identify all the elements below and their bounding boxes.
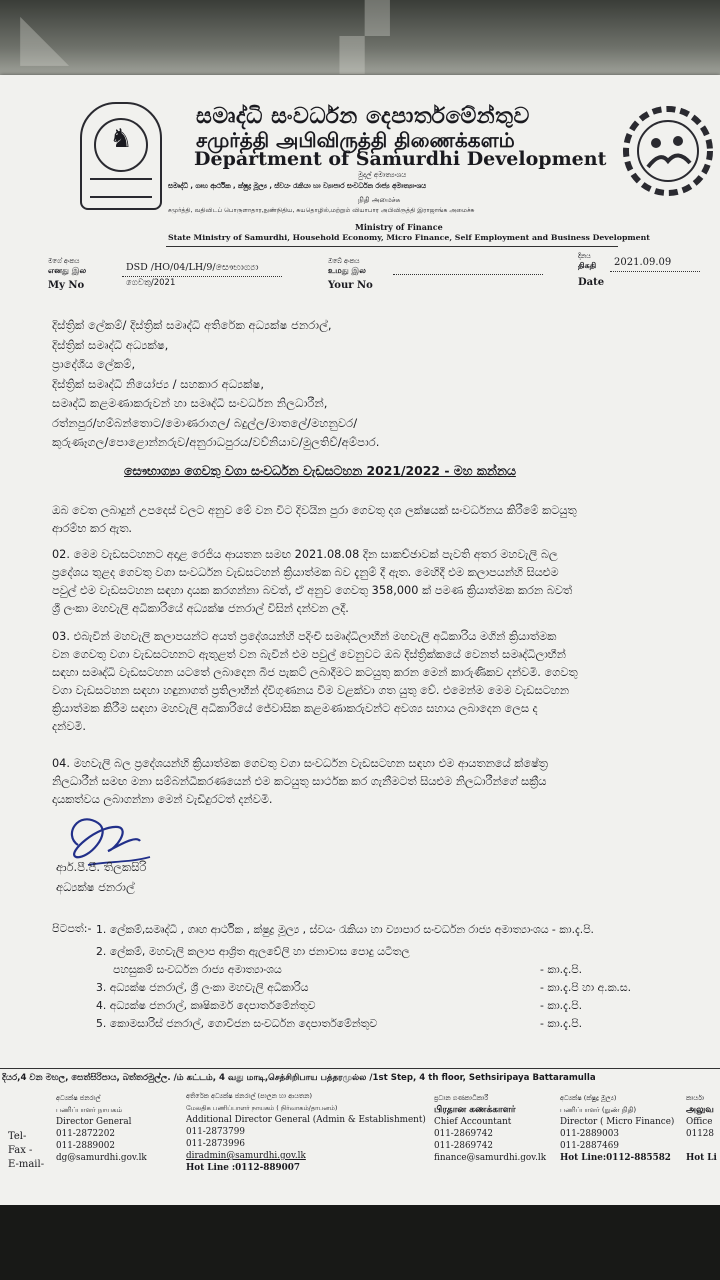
paragraph-2: 02. මෙම වැඩසටහනට අදාළ රෙජිය ආයතන සමඟ 2021.08.08 දින සාකච්ඡාවක් පැවති අතර මහවැලි බල ප්‍රදේශය තුළද ගෙවතු වගා සංවර්ධන වැඩසටහන් ක්‍රියාත්මක බව දැනුම් දී ඇත. මෙහිදී එම කලාපයන්හි සියළුම පවුල් එම වැඩසටහන සඳහා දායක කරගන්නා බවත්, ඒ අනුව ගෙවතු 358,000 ක් පමණ ක්‍රියාත්මක කරන බවත් ශ්‍රී ලංකා මහවැලි අධිකාරියේ අධ්‍යක්ෂ ජනරාල් විසින් දන්වන ලදී. <box>52 548 573 615</box>
date-label-ta: திகதி <box>578 261 597 270</box>
my-no-value-line2: ගෙවතු/2021 <box>126 278 176 288</box>
state-ministry-tamil: சமுர்த்தி, வதிவிடப் பொருளாதார,நுண்நிதிய, சுயதொழில்,மற்றும் வியாபார அபிவிருத்தி இராஜாங்க அமைச்சு <box>168 207 475 214</box>
signatory-title: අධ්‍යක්ෂ ජනරාල් <box>56 880 135 894</box>
cc-item: පහසුකම් සංවර්ධන රාජ්‍ය අමාත්‍යාංශය <box>113 963 282 976</box>
my-no-value: DSD /HO/04/LH/9/සෞභාග්‍යා <box>126 262 259 273</box>
footer-address: දියර,4 වන මහල, සෙත්සිරිපාය, බත්තරමුල්ල. /ம் கட்டம், 4 வது மாடி,செத்சிறிபாய பத்தரமுல்ல /1st Step, 4 th floor, Sethsiripaya Battaramulla <box>2 1073 596 1083</box>
footer-col-director-microfinance: අධ්‍යක්ෂ (ක්ෂුද්‍ර මූල්‍ය) பணிப்பாளர் (நுண் நிதி) Director ( Micro Finance) 011-2889003 011-2887469 Hot Line:0112-885582 <box>560 1094 675 1163</box>
paragraph-4: 04. මහවැලි බල ප්‍රදේශයන්හි ක්‍රියාත්මක ගෙවතු වගා සංවර්ධන වැඩසටහන සඳහා එම ආයතනයේ ක්ෂේත්‍ර නිලධාරීන් සමඟ මනා සම්බන්ධීකරණයෙන් එම කටයුතු සාර්ථක කර ගැනීමටත් සියළුම නිලධාරීන්ගේ සක්‍රීය දායකත්වය ලබාගන්නා මෙන් වැඩිදුරටත් දන්වමි. <box>52 757 548 806</box>
footer-divider <box>0 1068 720 1069</box>
ministry-sinhala: මුදල් අමාත්‍යංශය <box>358 171 407 179</box>
ministry-finance-english: Ministry of Finance <box>355 222 443 232</box>
addressee-line: දිස්ත්‍රික් සමෘද්ධි නියෝජ්‍ය / සහකාර අධ්‍යක්ෂ, <box>52 376 265 391</box>
paragraph-1: ඔබ වෙත ලබාදුන් උපදෙස් වලට අනුව මේ වන විට දිවයින පුරා ගෙවතු දශ ලක්ෂයක් සංවර්ධනය කිරීමේ කටයුතු ආරම්භ කර ඇත. <box>52 504 577 535</box>
cc-note: - කා.දැ.පි. <box>540 1017 583 1030</box>
date-value: 2021.09.09 <box>614 257 672 268</box>
my-no-label-ta: எனது இல <box>48 266 87 275</box>
footer-col-additional-dg: අතිරේක අධ්‍යක්ෂ ජනරාල් (පාලන හා ආයතන) மேலதிக பணிப்பாளர் நாயகம் ( நிர்வாகம்/தாபனம்) Additional Director General (Admin & Establishment) 011-2873799 011-2873996 diradmin@samurdhi.gov.lk Hot Line :0112-889007 <box>186 1092 426 1173</box>
cc-item: 3. අධ්‍යක්ෂ ජනරාල්, ශ්‍රී ලංකා මහවැලි අධිකාරිය <box>96 981 309 994</box>
ministry-tamil: நிதி அமைச்சு <box>358 196 401 204</box>
addressee-line: ප්‍රාදේශීය ලේකම්, <box>52 357 136 371</box>
dept-title-tamil: சமுர்த்தி அபிவிருத்தி திணைக்களம் <box>196 128 515 152</box>
footer-col-office: කාර්යා அலுவ Office 01128 Hot Li <box>686 1094 717 1163</box>
cc-item: 5. කොමසාරිස් ජනරාල්, ගොවිජන සංවර්ධන දෙපාර්තමේන්තුව <box>96 1017 378 1030</box>
addressee-line: රත්නපුර/හම්බන්තොට/මොණරාගල/ බදුල්ල/මාතලේ/මහනුවර/ <box>52 415 358 430</box>
signatory-name: ආර්.පී.පී. තිලකසිරි <box>56 860 147 874</box>
samurdhi-logo-icon <box>620 103 716 199</box>
date-label-en: Date <box>578 277 605 288</box>
your-no-value <box>393 274 543 275</box>
your-no-label-en: Your No <box>328 280 373 291</box>
background-top <box>0 0 720 80</box>
cc-note: - කා.දැ.පි හා අ.ක.ස. <box>540 981 632 994</box>
state-ministry-english: State Ministry of Samurdhi, Household Economy, Micro Finance, Self Employment and Business Development <box>168 233 650 242</box>
footer-col-chief-accountant: ප්‍රධාන ගණකාධිකාරී பிரதான கணக்காளர் Chief Accountant 011-2869742 011-2869742 finance@samurdhi.gov.lk <box>434 1094 547 1163</box>
addressee-block <box>52 316 379 453</box>
cc-label: පිටපත්:- <box>52 922 92 935</box>
my-no-label-en: My No <box>48 280 85 291</box>
paragraph-3: 03. එබැවින් මහවැලි කලාපයන්ට අයත් ප්‍රදේශයන්හි පදිංචි සමෘද්ධිලාභීන් මහවැලි අධිකාරිය මගින් ක්‍රියාත්මක වන ගෙවතු වගා වැඩසටහනට ඇතුළත් වන බැවින් එම පවුල් වෙනුවට ඔබ දිස්ත්‍රික්කයේ වෙනත් සමෘද්ධිලාභීන් සඳහා සමෘද්ධි වැඩසටහන යටතේ ලබාදෙන බීජ පැකට් ලබාදීමට කටයුතු කරන මෙන් කාරුණිකව දන්වමි. ගෙවතු වගා වැඩසටහන සඳහා හඳුනාගත් ප්‍රතිලාභීන් ද්විගුණනය වීම වළක්වා ගත යුතු වේ. එමෙන්ම මෙම වැඩසටහන ක්‍රියාත්මක කිරීම සඳහා මහවැලි අධිකාරියේ ජේවාසික කළමණාකරුවන්ට අවශ්‍ය සහාය ලබාදෙන ලෙස ද දන්වමි. <box>52 630 578 733</box>
your-no-label-ta: உமது இல <box>328 266 366 275</box>
dept-title-english: Department of Samurdhi Development <box>194 148 607 170</box>
dept-title-sinhala: සමෘද්ධි සංවර්ධන දෙපාර්තමේන්තුව <box>196 104 530 129</box>
cc-item: 1. ලේකම්,සමෘද්ධි , ගෘහ ආර්ථික , ක්ෂුද්‍ර මූල්‍ය , ස්වයං රැකියා හා ව්‍යාපාර සංවර්ධන රාජ්‍ය අමාත්‍යාංශය - කා.දැ.පි. <box>96 923 594 936</box>
cc-note: - කා.දැ.පි. <box>540 999 583 1012</box>
background-shape: ▞ <box>340 0 390 74</box>
cc-list <box>96 921 594 940</box>
addressee-line: දිස්ත්‍රික් ලේකම්/ දිස්ත්‍රික් සමෘද්ධි අතිරේක අධ්‍යක්ෂ ජනරාල්, <box>52 318 332 332</box>
background-bottom <box>0 1205 720 1280</box>
cc-item: 4. අධ්‍යක්ෂ ජනරාල්, කෘෂිකර්ම දෙපාර්තමේන්තුව <box>96 999 316 1012</box>
addressee-line: දිස්ත්‍රික් සමෘද්ධි අධ්‍යක්ෂ, <box>52 337 169 352</box>
your-no-label-si: ඔබේ අංකය <box>328 257 360 265</box>
subject-heading: සෞභාග්‍යා ගෙවතු වගා සංවර්ධන වැඩසටහන 2021/2022 - මහ කන්නය <box>124 463 516 478</box>
cc-item: 2. ලේකම්, මහවැලි කලාප ආශ්‍රිත ඇලවේලි හා ජනාවාස පොදු යටිතල <box>96 945 410 958</box>
addressee-line: සමෘද්ධි කළමණාකරුවන් හා සමෘද්ධි සංවර්ධන නිලධාරීන්, <box>52 396 328 410</box>
state-ministry-sinhala: සමෘද්ධි , ගෘහ ආර්ථික , ක්ෂුද්‍ර මූල්‍ය , ස්වයං රැකියා හා ව්‍යාපාර සංවර්ධන රාජ්‍ය අමාත්‍යාංශය <box>168 182 426 190</box>
letterhead-divider <box>166 246 618 247</box>
sri-lanka-emblem-icon: ♞ <box>80 102 162 210</box>
footer-col-director-general: අධ්‍යක්ෂ ජනරාල් பணிப்பாளர் நாயகம் Director General 011-2872202 011-2889002 dg@samurdhi.gov.lk <box>56 1094 147 1163</box>
background-shape: ◣ <box>20 0 70 74</box>
date-label-si: දිනය <box>578 252 591 260</box>
cc-note: - කා.දැ.පි. <box>540 963 583 976</box>
footer-labels: Tel- Fax - E-mail- <box>8 1131 45 1170</box>
addressee-line: කුරුණෑගල/පොළොන්නරුව/අනුරාධපුරය/වව්නියාව/මුලතිව්/අම්පාර. <box>52 435 380 449</box>
my-no-label-si: මගේ අංකය <box>48 257 80 265</box>
